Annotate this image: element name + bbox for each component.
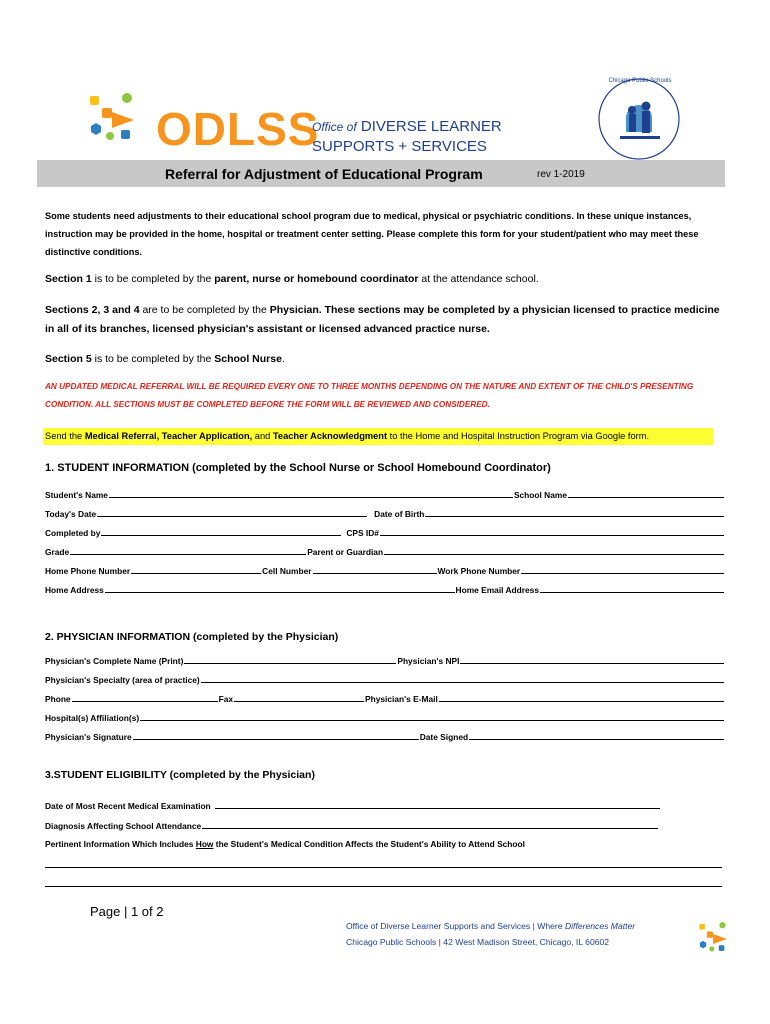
label-fax: Fax — [218, 694, 234, 704]
label-cps-id: CPS ID# — [346, 528, 379, 538]
label-exam-date: Date of Most Recent Medical Examination — [45, 801, 211, 811]
phone-field[interactable] — [72, 693, 218, 702]
section3-heading: 3.STUDENT ELIGIBILITY (completed by the Physician) — [45, 769, 315, 781]
section1-heading: 1. STUDENT INFORMATION (completed by the School Nurse or School Homebound Coordinator) — [45, 462, 551, 474]
s5-end: . — [281, 353, 285, 365]
send-b: Medical Referral, Teacher Application, — [84, 431, 253, 441]
row-exam-date — [45, 800, 661, 811]
s1-end: at the attendance school. — [418, 273, 539, 285]
s5-who: School Nurse — [214, 353, 282, 365]
page-number: Page | 1 of 2 — [90, 904, 164, 919]
row-physician-name — [45, 655, 725, 666]
pertinent-line-2[interactable] — [45, 886, 722, 887]
label-grade: Grade — [45, 547, 70, 557]
todays-date-field[interactable] — [97, 508, 367, 517]
office-prefix: Office of — [312, 120, 357, 134]
row-grade — [45, 546, 725, 557]
s5-label: Section 5 — [45, 353, 92, 365]
label-signature: Physician's Signature — [45, 732, 132, 742]
hospital-field[interactable] — [140, 712, 724, 721]
label-pertinent-c: the Student's Medical Condition Affects the Student's Ability to Attend School — [213, 839, 525, 849]
work-phone-field[interactable] — [521, 565, 724, 574]
form-title: Referral for Adjustment of Educational Program — [165, 166, 483, 182]
label-school-name: School Name — [513, 490, 567, 500]
label-home-phone: Home Phone Number — [45, 566, 131, 576]
dob-field[interactable] — [425, 508, 724, 517]
section1-info — [45, 270, 727, 288]
s2-who: Physician — [269, 304, 319, 316]
office-line2: SUPPORTS + SERVICES — [312, 138, 487, 155]
label-dob: Date of Birth — [374, 509, 425, 519]
label-phone: Phone — [45, 694, 71, 704]
label-physician-name: Physician's Complete Name (Print) — [45, 656, 184, 666]
npi-field[interactable] — [460, 655, 724, 664]
s2-text: are to be completed by the — [139, 304, 270, 316]
parent-field[interactable] — [384, 546, 724, 555]
pertinent-line-1[interactable] — [45, 867, 722, 868]
send-c: and — [252, 431, 273, 441]
label-pertinent-how: How — [195, 839, 214, 849]
row-completed-by — [45, 527, 725, 538]
s1-label: Section 1 — [45, 273, 92, 285]
home-email-field[interactable] — [540, 584, 724, 593]
send-instructions — [43, 428, 713, 445]
logo-dots-icon — [88, 90, 158, 150]
home-address-field[interactable] — [105, 584, 455, 593]
row-hospital — [45, 712, 725, 723]
email-field[interactable] — [439, 693, 724, 702]
row-phone-fax — [45, 693, 725, 704]
row-phones — [45, 565, 725, 576]
s2-end: . These sections may be completed by a physician licensed to practice medicine in all of its branches, licensed physician's assistant or licensed advanced practice nurse. — [45, 304, 720, 335]
label-pertinent-a: Pertinent Information Which Includes — [45, 839, 196, 849]
label-student-name: Student's Name — [45, 490, 108, 500]
title-banner — [37, 160, 725, 187]
footer-address: Chicago Public Schools | 42 West Madison Street, Chicago, IL 60602 — [346, 937, 610, 947]
label-parent: Parent or Guardian — [307, 547, 384, 557]
intro-text: Some students need adjustments to their educational school program due to medical, physical or psychiatric conditions. In these unique instances, instruction may be provided in the home, hospital or treatment center setting. Please complete this form for your student/patient who may meet these distinctive conditions. — [45, 211, 699, 257]
cps-id-field[interactable] — [380, 527, 724, 536]
date-signed-field[interactable] — [469, 731, 724, 740]
footer-office — [346, 921, 635, 931]
cell-field[interactable] — [313, 565, 437, 574]
row-dates — [45, 508, 725, 519]
label-email: Physician's E-Mail — [365, 694, 438, 704]
cps-seal — [596, 76, 682, 162]
logo-wordmark: ODLSS — [156, 103, 320, 155]
footer-logo-icon — [698, 918, 742, 960]
s1-text: is to be completed by the — [91, 273, 215, 285]
warning-text: AN UPDATED MEDICAL REFERRAL WILL BE REQUIRED EVERY ONE TO THREE MONTHS DEPENDING ON THE NATURE AND EXTENT OF THE CHILD'S PRESENTING CONDITION. ALL SECTIONS MUST BE COMPLETED BEFORE THE FORM WILL BE REVIEWED AND CONSIDERED. — [45, 382, 694, 409]
row-signature — [45, 731, 725, 742]
grade-field[interactable] — [70, 546, 306, 555]
label-hospital: Hospital(s) Affiliation(s) — [45, 713, 140, 723]
exam-date-field[interactable] — [215, 800, 660, 809]
label-todays-date: Today's Date — [45, 509, 97, 519]
row-pertinent — [45, 839, 725, 849]
send-e: to the Home and Hospital Instruction Program via Google form. — [387, 431, 650, 441]
label-completed-by: Completed by — [45, 528, 101, 538]
s2-label: Sections 2, 3 and 4 — [45, 304, 140, 316]
row-address — [45, 584, 725, 595]
home-phone-field[interactable] — [131, 565, 261, 574]
label-diagnosis: Diagnosis Affecting School Attendance — [45, 821, 202, 831]
office-line1: DIVERSE LEARNER — [360, 118, 502, 135]
footer-tagline: Differences Matter — [564, 921, 636, 931]
revision-label: rev 1-2019 — [537, 169, 585, 180]
label-work-phone: Work Phone Number — [437, 566, 521, 576]
row-diagnosis — [45, 820, 659, 831]
completed-by-field[interactable] — [101, 527, 341, 536]
specialty-field[interactable] — [201, 674, 724, 683]
signature-field[interactable] — [133, 731, 419, 740]
label-specialty: Physician's Specialty (area of practice) — [45, 675, 200, 685]
fax-field[interactable] — [234, 693, 364, 702]
office-title — [312, 117, 502, 156]
s5-text: is to be completed by the — [91, 353, 215, 365]
row-specialty — [45, 674, 725, 685]
label-date-signed: Date Signed — [419, 732, 469, 742]
label-home-address: Home Address — [45, 585, 104, 595]
physician-name-field[interactable] — [184, 655, 396, 664]
student-name-field[interactable] — [109, 489, 513, 498]
section5-info — [45, 350, 727, 368]
footer-office-text: Office of Diverse Learner Supports and Services | Where — [346, 921, 565, 931]
school-name-field[interactable] — [568, 489, 724, 498]
diagnosis-field[interactable] — [202, 820, 658, 829]
odlss-logo — [88, 90, 320, 160]
section2-info — [45, 301, 727, 339]
label-home-email: Home Email Address — [455, 585, 539, 595]
send-a: Send the — [45, 431, 85, 441]
seal-text: Chicago Public Schools — [608, 78, 672, 84]
s1-who: parent, nurse or homebound coordinator — [214, 273, 419, 285]
label-npi: Physician's NPI — [397, 656, 460, 666]
row-student-name — [45, 489, 725, 500]
label-cell: Cell Number — [262, 566, 312, 576]
cps-seal-icon — [596, 76, 682, 162]
send-d: Teacher Acknowledgment — [272, 431, 388, 441]
section2-heading: 2. PHYSICIAN INFORMATION (completed by the Physician) — [45, 631, 339, 643]
